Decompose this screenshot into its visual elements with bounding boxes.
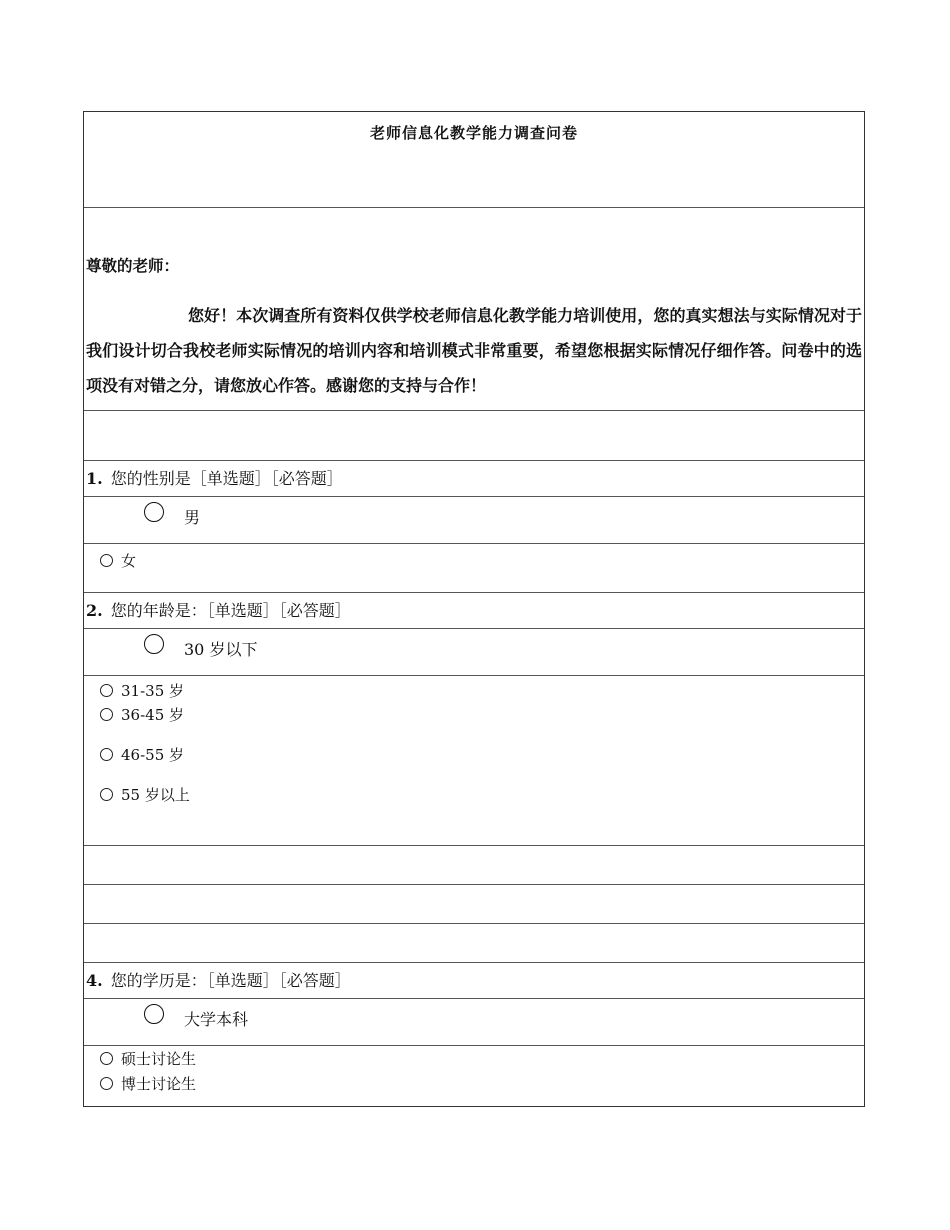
radio-circle-icon[interactable]: [100, 684, 113, 697]
radio-circle-icon[interactable]: [100, 554, 113, 567]
option-label: 55 岁以上: [121, 786, 190, 804]
greeting: 尊敬的老师：: [86, 257, 180, 275]
title-row: [84, 112, 864, 208]
radio-circle-icon[interactable]: [144, 634, 164, 654]
radio-circle-icon[interactable]: [100, 1077, 113, 1090]
q4-option-doctor[interactable]: [100, 1073, 196, 1094]
q2-other-options: [84, 676, 864, 846]
q4-option-row: [84, 999, 864, 1046]
option-label: 36-45 岁: [121, 706, 185, 724]
survey-title: 老师信息化教学能力调查问卷: [369, 124, 578, 142]
q1-option-row: [84, 497, 864, 544]
blank-row: [84, 885, 864, 924]
q2-option-31-35[interactable]: [100, 680, 184, 701]
question-number: 4.: [86, 971, 103, 990]
q4-option-bachelor[interactable]: [144, 1007, 248, 1030]
option-label: 31-35 岁: [121, 682, 185, 700]
blank-row: [84, 846, 864, 885]
radio-circle-icon[interactable]: [100, 708, 113, 721]
question-1: [84, 461, 864, 497]
question-text: 您的性别是［单选题］［必答题］: [110, 469, 343, 488]
radio-circle-icon[interactable]: [100, 1052, 113, 1065]
radio-circle-icon[interactable]: [144, 1004, 164, 1024]
q2-option-46-55[interactable]: [100, 744, 184, 765]
radio-circle-icon[interactable]: [144, 502, 164, 522]
option-label: 30 岁以下: [184, 640, 258, 659]
question-4: [84, 963, 864, 999]
option-label: 男: [184, 508, 201, 527]
q1-other-options: [84, 544, 864, 593]
q1-option-male[interactable]: [144, 505, 200, 528]
radio-circle-icon[interactable]: [100, 788, 113, 801]
question-text: 您的年龄是：［单选题］［必答题］: [110, 601, 351, 620]
blank-row: [84, 411, 864, 461]
blank-row: [84, 924, 864, 963]
q4-other-options: [84, 1046, 864, 1108]
radio-circle-icon[interactable]: [100, 748, 113, 761]
intro-paragraph: 您好！本次调查所有资料仅供学校老师信息化教学能力培训使用，您的真实想法与实际情况对于我们设计切合我校老师实际情况的培训内容和培训模式非常重要，希望您根据实际情况仔细作答。问卷中的选项没有对错之分，请您放心作答。感谢您的支持与合作！: [86, 306, 862, 395]
question-number: 1.: [86, 469, 103, 488]
question-text: 您的学历是：［单选题］［必答题］: [110, 971, 351, 990]
q1-option-female[interactable]: [100, 550, 136, 571]
option-label: 女: [121, 552, 137, 570]
intro-row: [84, 208, 864, 411]
q2-option-under-30[interactable]: [144, 637, 257, 660]
survey-table: [83, 111, 865, 1107]
q4-option-master[interactable]: [100, 1048, 196, 1069]
option-label: 博士讨论生: [121, 1075, 197, 1093]
option-label: 硕士讨论生: [121, 1050, 197, 1068]
question-2: [84, 593, 864, 629]
q2-option-over-55[interactable]: [100, 784, 190, 805]
question-number: 2.: [86, 601, 103, 620]
q2-option-row: [84, 629, 864, 676]
q2-option-36-45[interactable]: [100, 704, 184, 725]
option-label: 46-55 岁: [121, 746, 185, 764]
option-label: 大学本科: [184, 1010, 249, 1029]
